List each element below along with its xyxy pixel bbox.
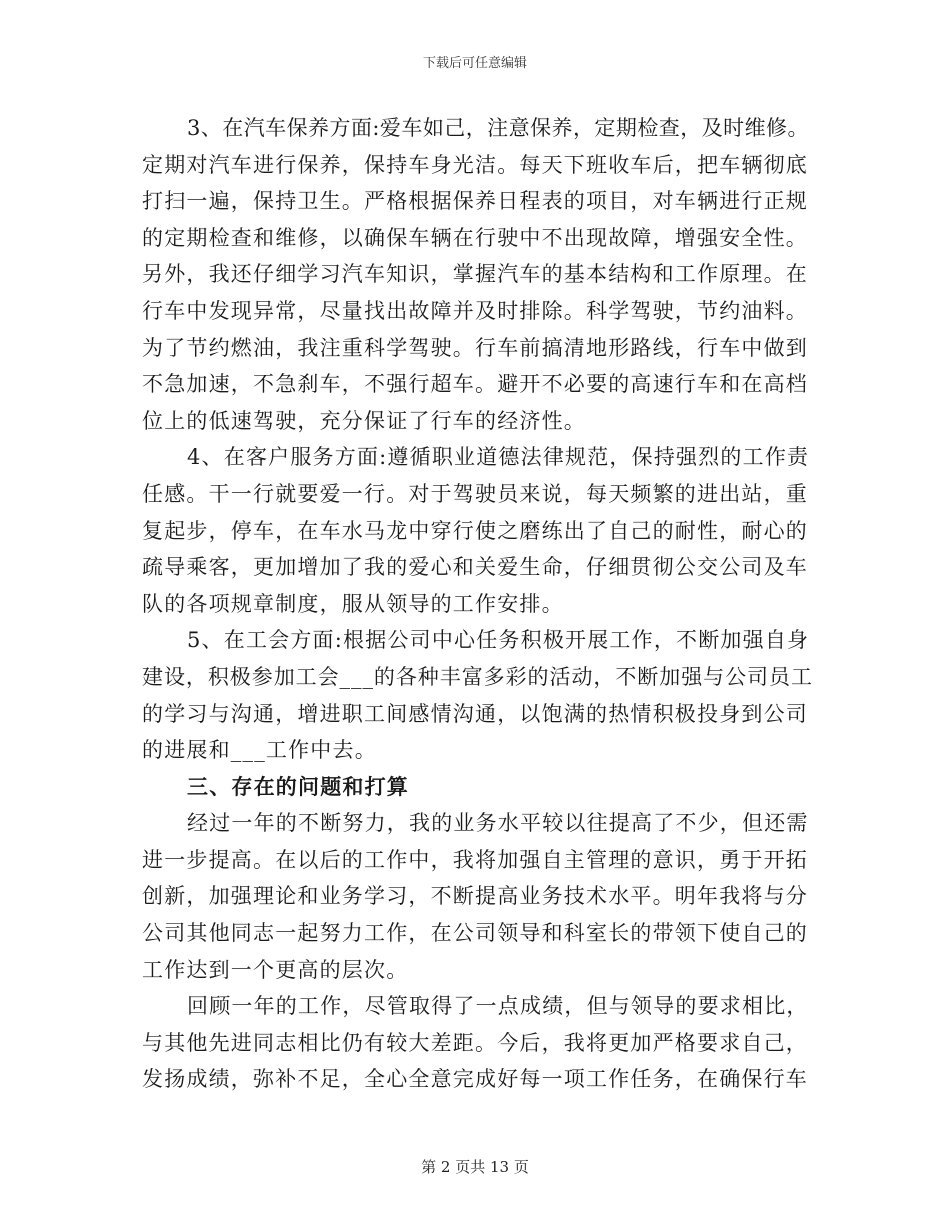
text-line: 进一步提高。在以后的工作中，我将加强自主管理的意识，勇于开拓 [142, 847, 808, 872]
section-heading: 三、存在的问题和打算 [187, 774, 409, 799]
text-line: 的学习与沟通，增进职工间感情沟通，以饱满的热情积极投身到公司 [142, 701, 808, 726]
text-line: 发扬成绩，弥补不足，全心全意完成好每一项工作任务，在确保行车 [142, 1067, 808, 1092]
document-body [142, 110, 814, 1098]
text-line: 回顾一年的工作，尽管取得了一点成绩，但与领导的要求相比， [187, 994, 809, 1019]
text-line: 5、在工会方面:根据公司中心任务积极开展工作，不断加强自身 [187, 628, 810, 653]
text-line: 定期对汽车进行保养，保持车身光洁。每天下班收车后，把车辆彻底 [142, 152, 808, 177]
text-line: 任感。干一行就要爱一行。对于驾驶员来说，每天频繁的进出站，重 [142, 481, 808, 506]
text-line: 复起步，停车，在车水马龙中穿行使之磨练出了自己的耐性，耐心的 [142, 518, 808, 543]
text-line: 经过一年的不断努力，我的业务水平较以往提高了不少，但还需 [187, 811, 809, 836]
text-line: 的定期检查和维修，以确保车辆在行驶中不出现故障，增强安全性。 [142, 225, 808, 250]
text-line: 3、在汽车保养方面:爱车如己，注意保养，定期检查，及时维修。 [187, 116, 809, 140]
text-line: 工作达到一个更高的层次。 [142, 957, 409, 982]
text-line: 不急加速，不急刹车，不强行超车。避开不必要的高速行车和在高档 [142, 372, 808, 397]
text-line: 队的各项规章制度，服从领导的工作安排。 [142, 591, 564, 616]
text-line: 行车中发现异常，尽量找出故障并及时排除。科学驾驶，节约油料。 [142, 298, 808, 323]
text-line: 疏导乘客，更加增加了我的爱心和关爱生命，仔细贯彻公交公司及车 [142, 555, 808, 580]
text-line: 4、在客户服务方面:遵循职业道德法律规范，保持强烈的工作责 [187, 445, 810, 470]
text-line: 建设，积极参加工会___的各种丰富多彩的活动，不断加强与公司员工 [142, 664, 813, 689]
text-line: 打扫一遍，保持卫生。严格根据保养日程表的项目，对车辆进行正规 [142, 189, 808, 214]
text-line: 的进展和___工作中去。 [142, 738, 377, 763]
text-line: 与其他先进同志相比仍有较大差距。今后，我将更加严格要求自己， [142, 1030, 808, 1055]
text-line: 位上的低速驾驶，充分保证了行车的经济性。 [142, 408, 586, 433]
text-line: 为了节约燃油，我注重科学驾驶。行车前搞清地形路线，行车中做到 [142, 335, 808, 360]
page-header: 下载后可任意编辑 [422, 56, 527, 71]
page-number: 第 2 页共 13 页 [421, 1158, 529, 1176]
text-line: 创新，加强理论和业务学习，不断提高业务技术水平。明年我将与分 [142, 884, 808, 909]
text-line: 另外，我还仔细学习汽车知识，掌握汽车的基本结构和工作原理。在 [142, 262, 808, 287]
text-line: 公司其他同志一起努力工作，在公司领导和科室长的带领下使自己的 [142, 921, 808, 946]
